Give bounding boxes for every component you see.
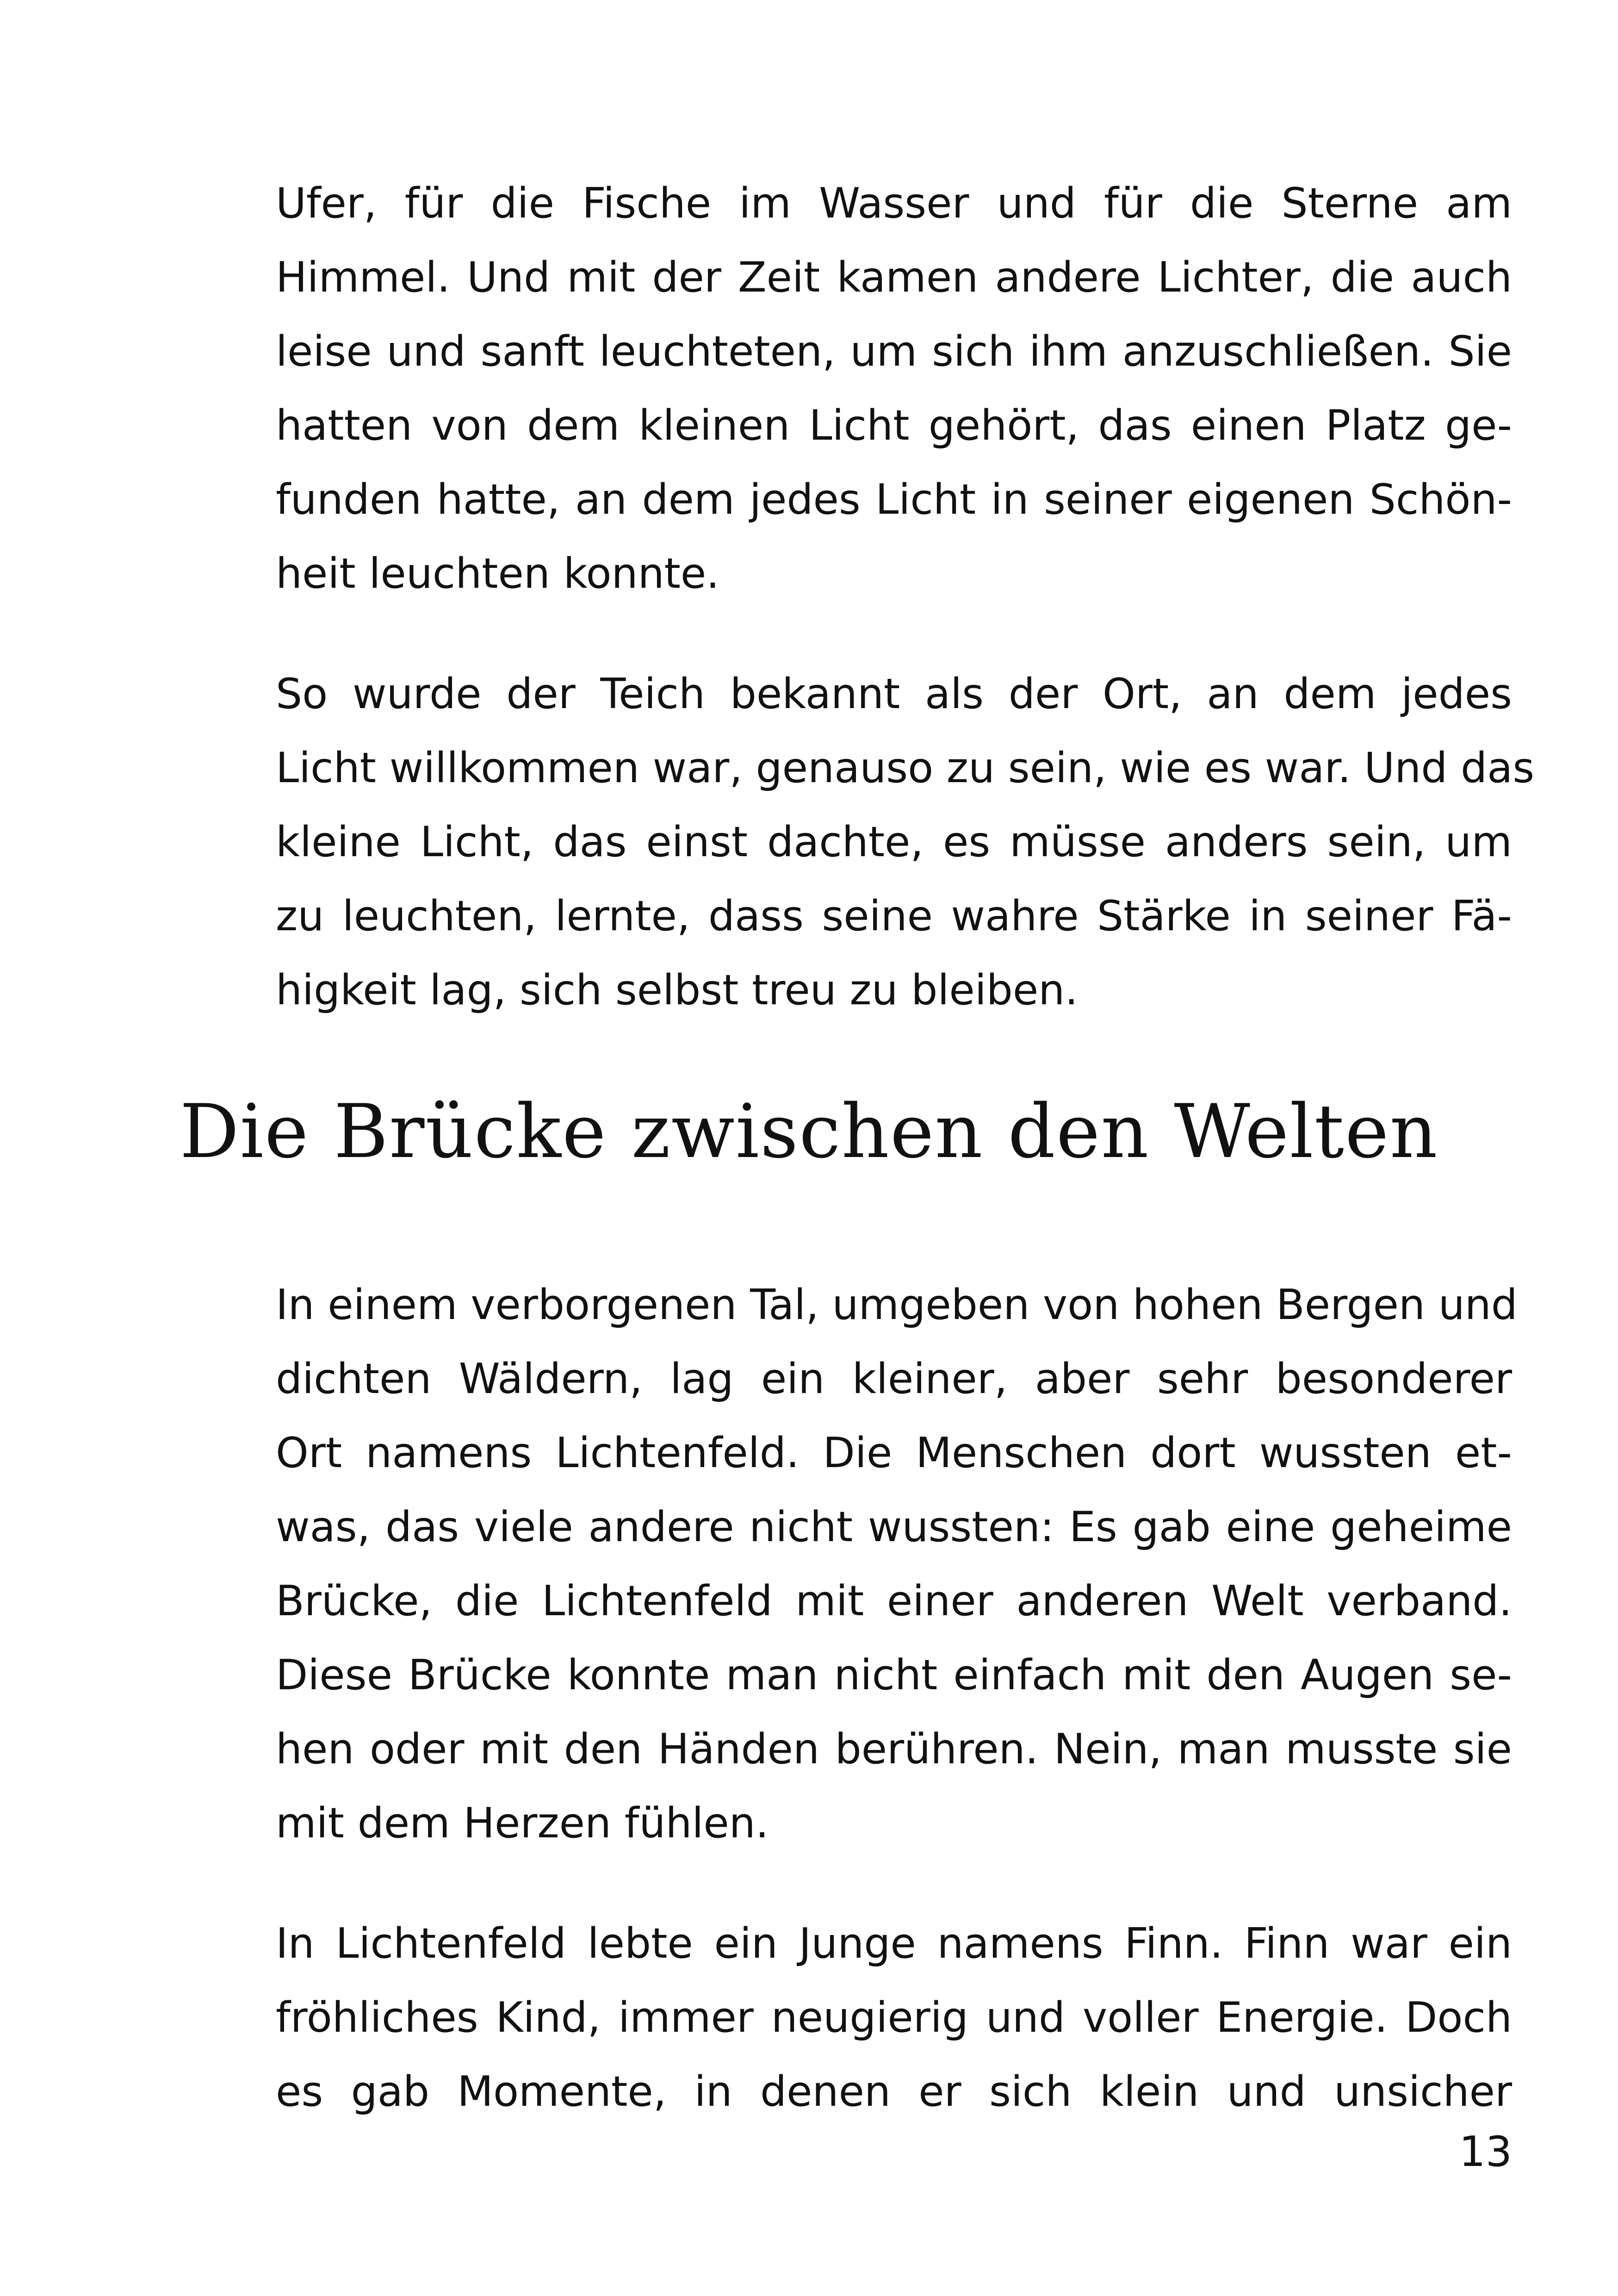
paragraph-2 <box>276 657 1535 1027</box>
text-line: es gab Momente, in denen er sich klein und unsicher <box>276 2067 1512 2116</box>
text-line: higkeit lag, sich selbst treu zu bleiben. <box>276 966 1078 1014</box>
text-line: mit dem Herzen fühlen. <box>276 1799 769 1848</box>
text-line: Licht willkommen war, genauso zu sein, wie es war. Und das <box>276 744 1535 792</box>
text-line: dichten Wäldern, lag ein kleiner, aber sehr besonderer <box>276 1355 1512 1403</box>
text-line: Brücke, die Lichtenfeld mit einer anderen Welt verband. <box>276 1577 1512 1625</box>
chapter-heading: Die Brücke zwischen den Welten <box>180 1088 1438 1175</box>
text-line: hen oder mit den Händen berühren. Nein, man musste sie <box>276 1725 1512 1773</box>
text-line: kleine Licht, das einst dachte, es müsse anders sein, um <box>276 818 1512 866</box>
text-line: fröhliches Kind, immer neugierig und voller Energie. Doch <box>276 1993 1512 2042</box>
text-line: Ufer, für die Fische im Wasser und für die Sterne am <box>276 179 1512 228</box>
text-line: Ort namens Lichtenfeld. Die Menschen dort wussten et- <box>276 1429 1512 1477</box>
paragraph-3 <box>276 1268 1518 1860</box>
text-line: In Lichtenfeld lebte ein Junge namens Finn. Finn war ein <box>276 1919 1512 1968</box>
text-line: In einem verborgenen Tal, umgeben von hohen Bergen und <box>276 1281 1518 1329</box>
paragraph-1 <box>276 167 1512 611</box>
text-line: hatten von dem kleinen Licht gehört, das einen Platz ge- <box>276 401 1512 450</box>
text-line: funden hatte, an dem jedes Licht in seiner eigenen Schön- <box>276 475 1512 524</box>
text-line: Diese Brücke konnte man nicht einfach mit den Augen se- <box>276 1651 1512 1699</box>
text-line: heit leuchten konnte. <box>276 549 719 598</box>
text-line: So wurde der Teich bekannt als der Ort, an dem jedes <box>276 670 1512 718</box>
paragraph-4 <box>276 1907 1512 2129</box>
text-line: zu leuchten, lernte, dass seine wahre Stärke in seiner Fä- <box>276 892 1512 940</box>
text-line: leise und sanft leuchteten, um sich ihm anzuschließen. Sie <box>276 327 1512 376</box>
text-line: Himmel. Und mit der Zeit kamen andere Lichter, die auch <box>276 253 1512 302</box>
text-line: was, das viele andere nicht wussten: Es gab eine geheime <box>276 1503 1512 1551</box>
page-number: 13 <box>1459 2128 1512 2176</box>
